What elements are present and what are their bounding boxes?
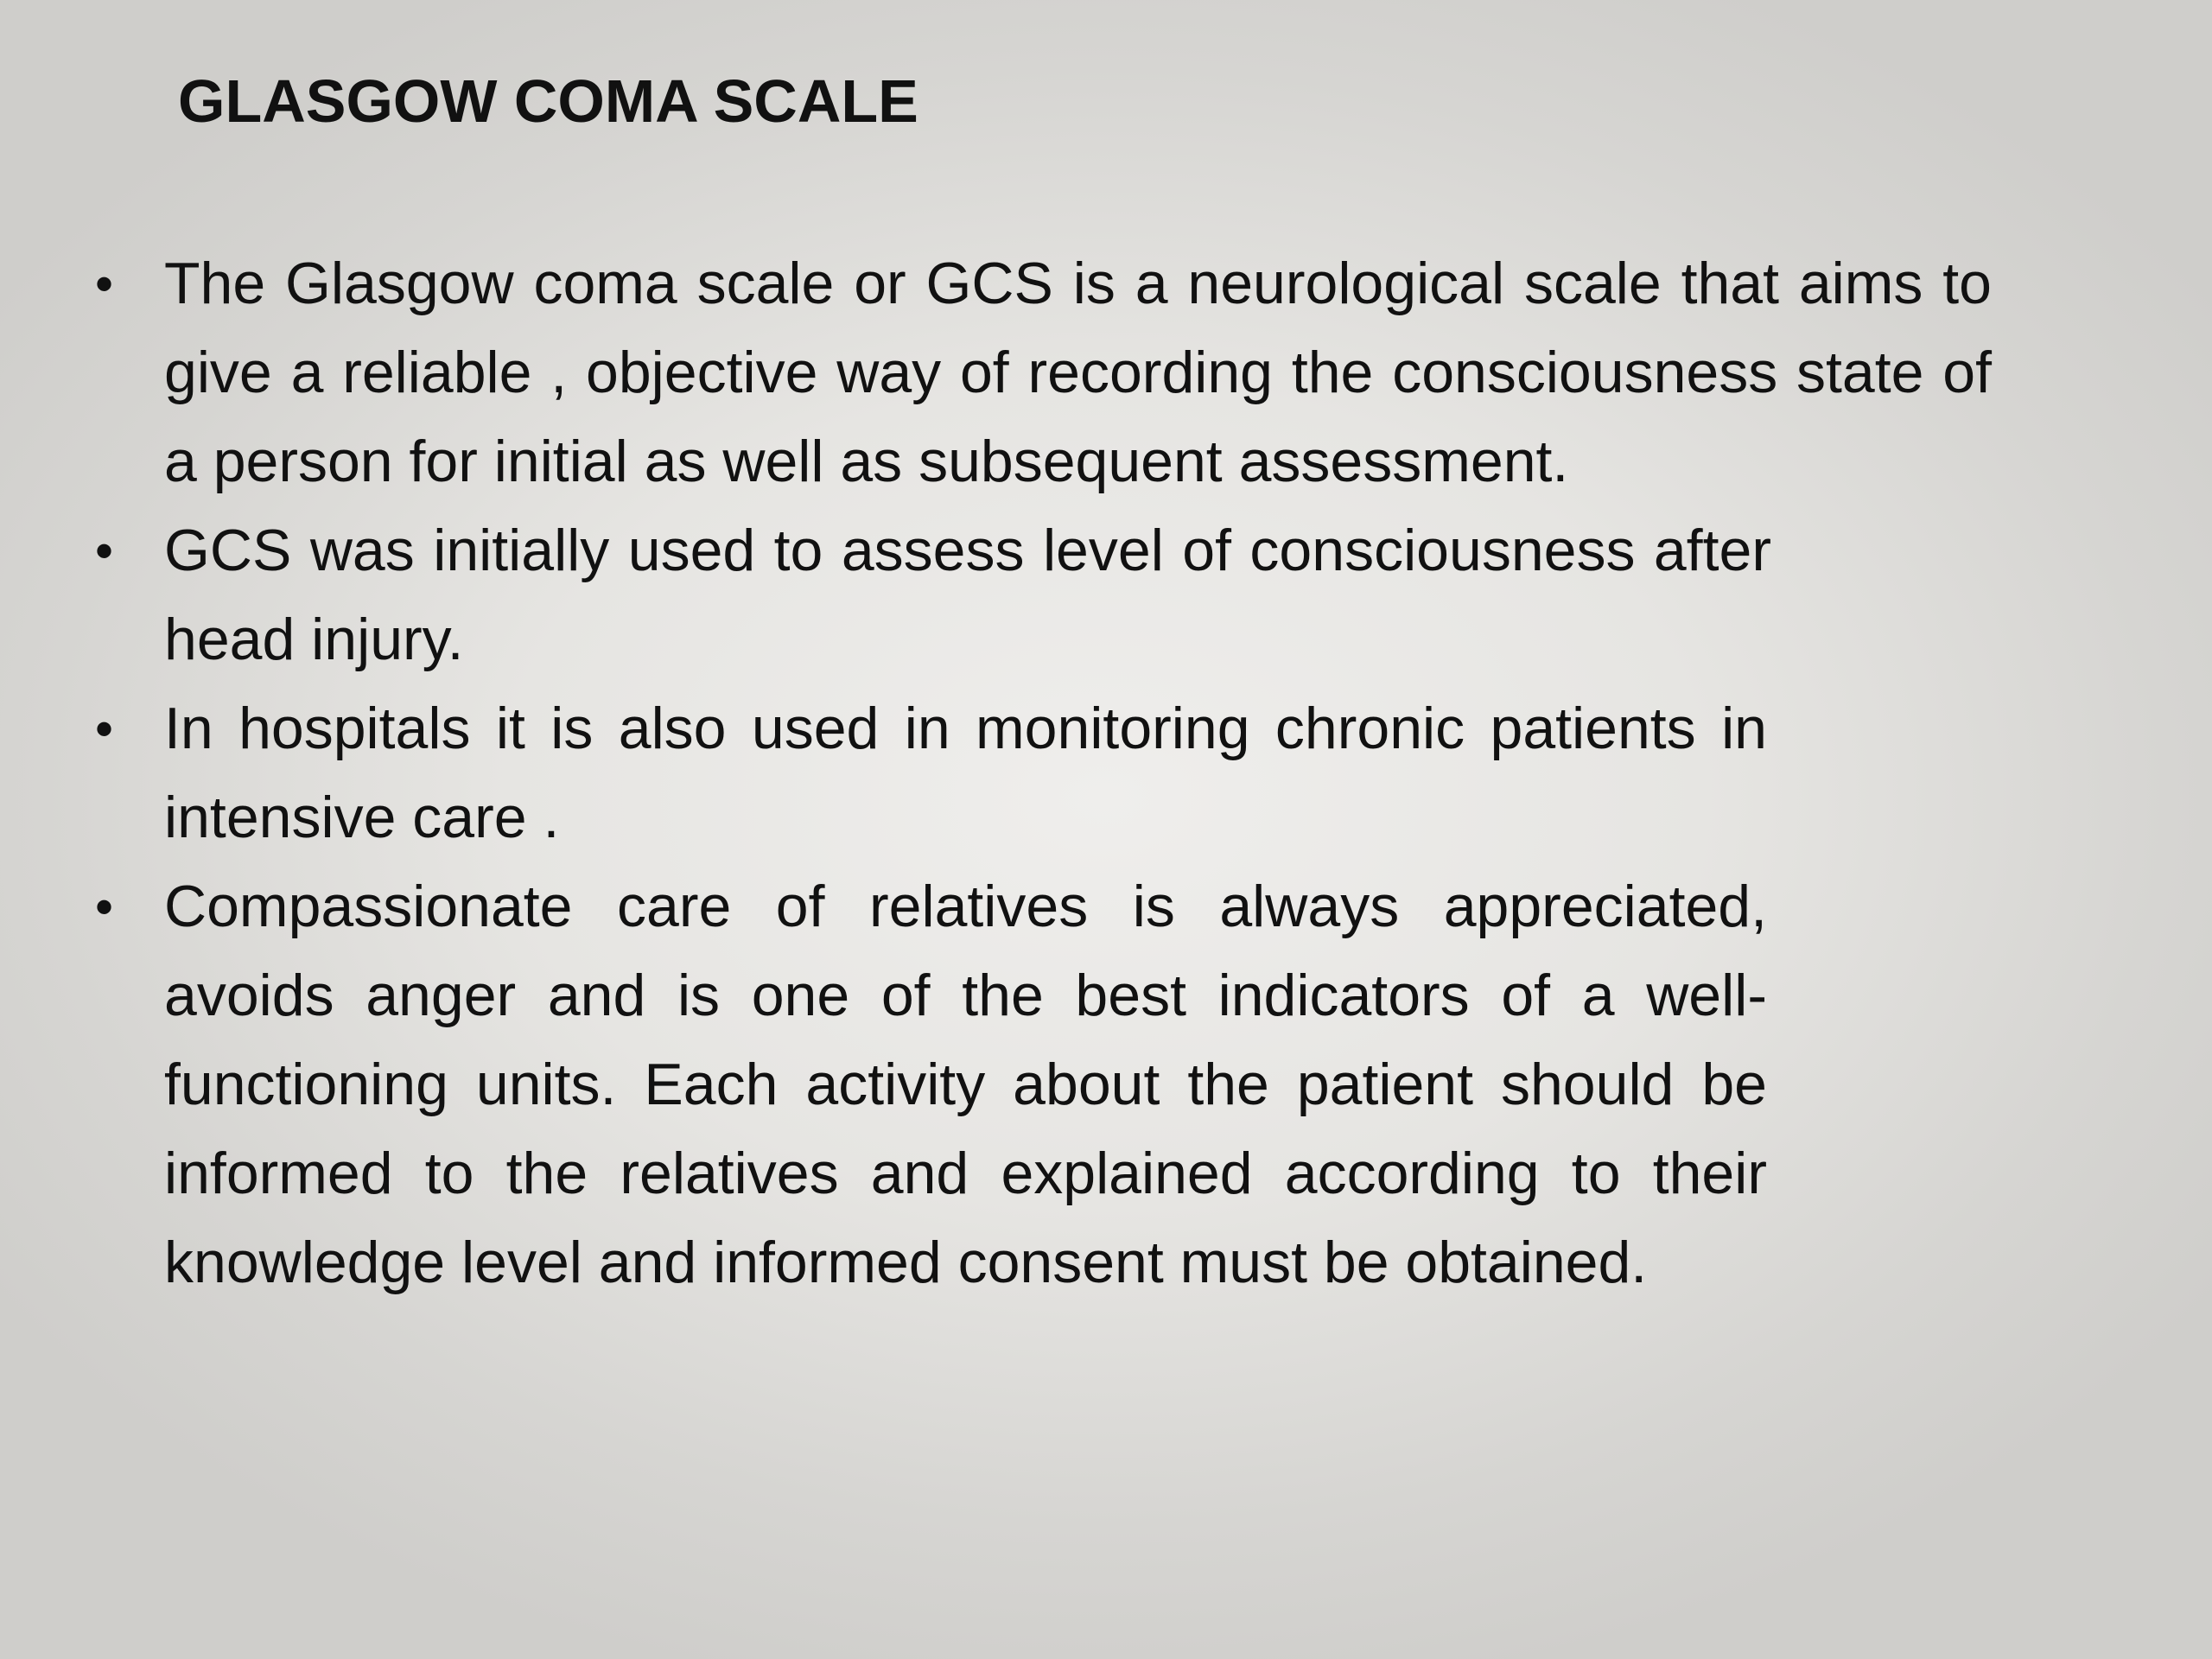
slide-title: GLASGOW COMA SCALE [178, 67, 918, 135]
bullet-icon: • [95, 255, 114, 313]
bullet-text: The Glasgow coma scale or GCS is a neurological scale that aims to give a reliable , objective way of recording the consciousness state of a person for initial as well as subsequent assessment. [164, 251, 1992, 494]
bullet-text: In hospitals it is also used in monitoring chronic patients in intensive care . [164, 696, 1767, 850]
bullet-text: Compassionate care of relatives is always appreciated, avoids anger and is one of the best indicators of a well-functioning units. Each activity about the patient should be informed to the relatives and explained according to their knowledge level and informed consent must be obtained. [164, 874, 1767, 1295]
bullet-icon: • [95, 878, 114, 936]
bullet-text: GCS was initially used to assess level of consciousness after head injury. [164, 518, 1771, 672]
bullet-icon: • [95, 700, 114, 758]
bullet-icon: • [95, 522, 114, 580]
